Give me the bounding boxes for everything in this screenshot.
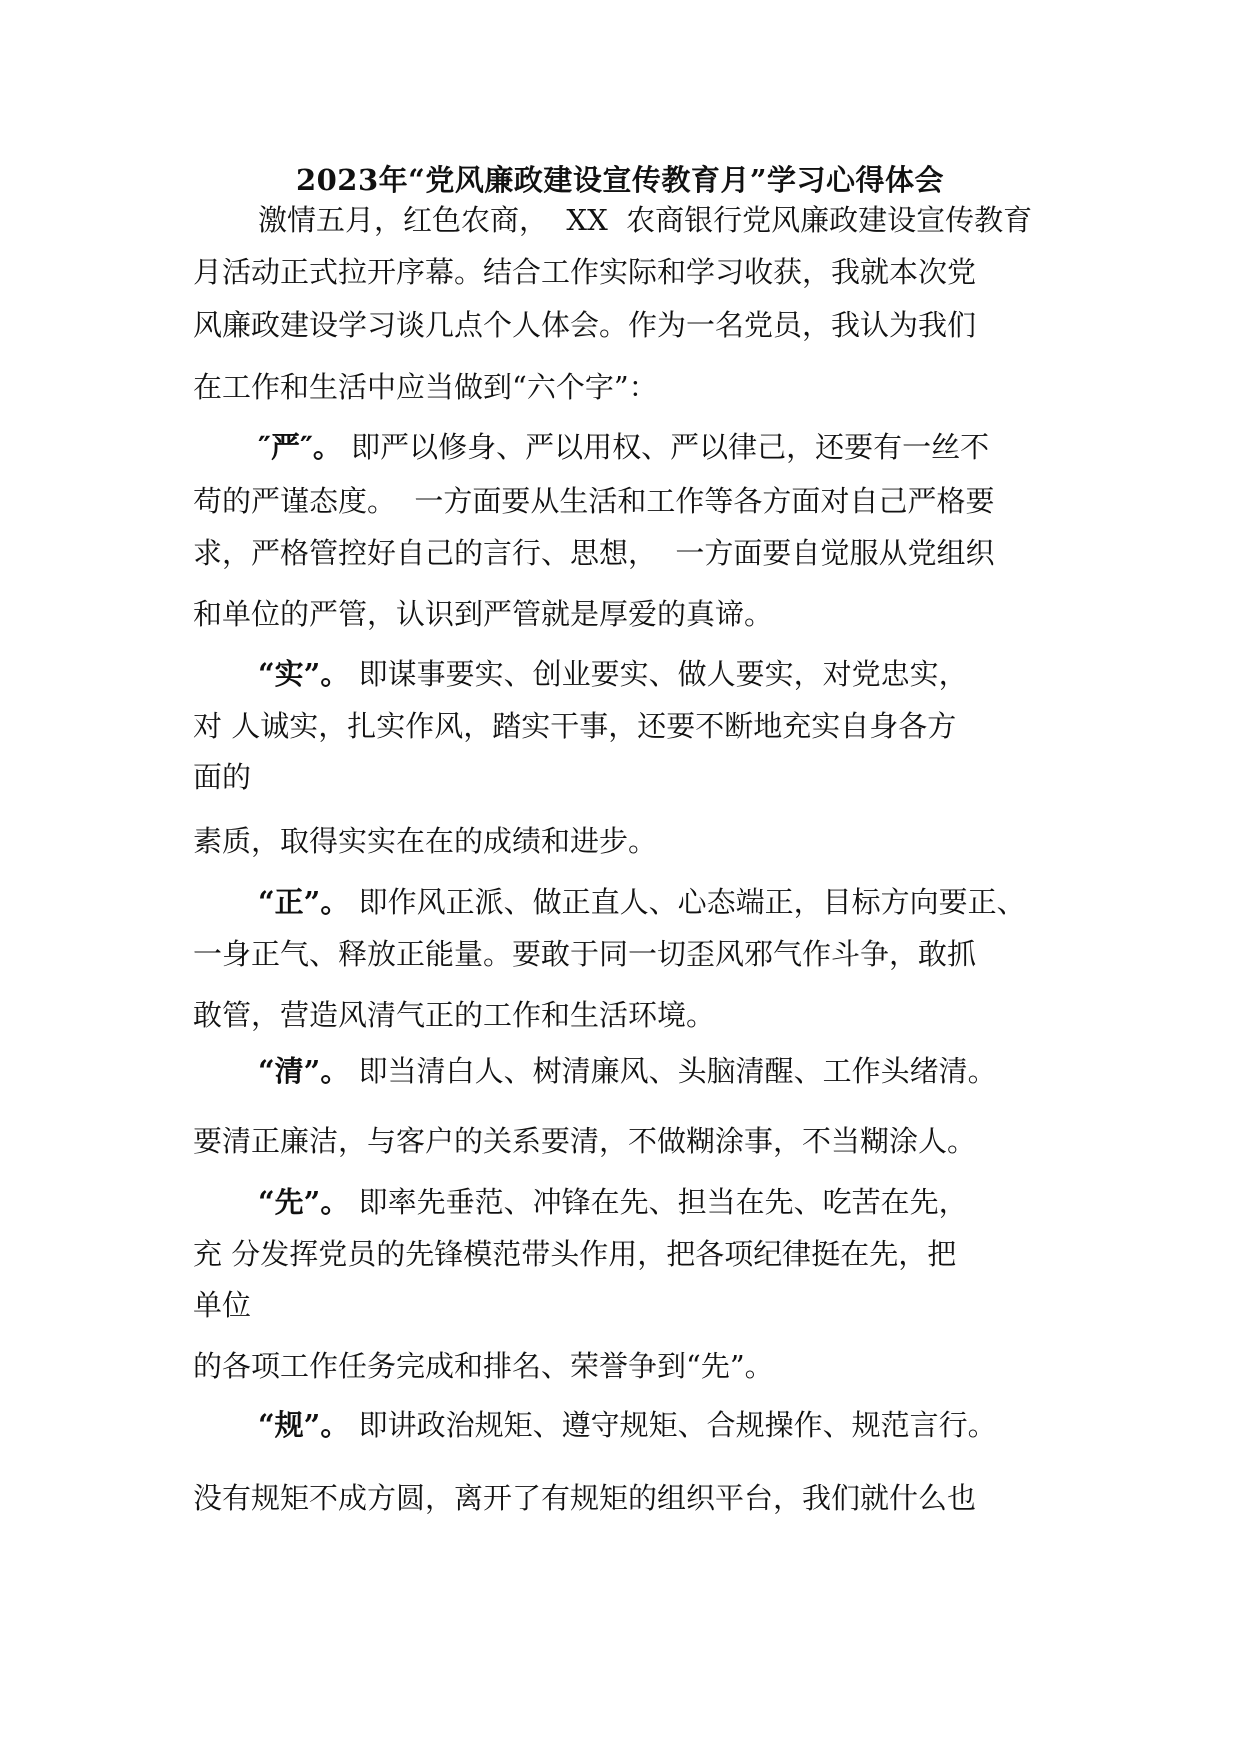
section-shi-first-line [258,654,968,694]
section-line: 单位 [193,1288,252,1322]
section-line: 素质，取得实实在在的成绩和进步。 [193,824,658,858]
section-gui-first-line [258,1405,997,1445]
section-keyword: “实”。 [258,657,350,691]
section-line: 苟的严谨态度。 一方面要从生活和工作等各方面对自己严格要 [193,484,995,518]
section-keyword: “正”。 [258,885,350,919]
section-keyword: “先”。 [258,1185,350,1219]
section-text: 即当清白人、树清廉风、头脑清醒、工作头绪清。 [349,1054,997,1088]
section-line: 面的 [193,760,252,794]
section-line: 的各项工作任务完成和排名、荣誉争到“先”。 [193,1349,774,1383]
section-xian-first-line [258,1182,968,1222]
intro-line-3: 风廉政建设学习谈几点个人体会。作为一名党员，我认为我们 [193,308,977,342]
section-line: 敢管，营造风清气正的工作和生活环境。 [193,998,716,1032]
intro-line-1: 激情五月，红色农商， XX 农商银行党风廉政建设宣传教育 [258,203,1033,237]
section-line: 和单位的严管，认识到严管就是厚爱的真谛。 [193,597,774,631]
section-line: 一身正气、释放正能量。要敢于同一切歪风邪气作斗争，敢抓 [193,937,977,971]
document-title: 2023年“党风廉政建设宣传教育月”学习心得体会 [295,163,945,197]
intro-line-4: 在工作和生活中应当做到“六个字”： [193,370,658,404]
section-line: 要清正廉洁，与客户的关系要清，不做糊涂事，不当糊涂人。 [193,1124,977,1158]
section-line: 求，严格管控好自己的言行、思想， 一方面要自觉服从党组织 [193,536,995,570]
section-qing-first-line [258,1051,997,1091]
section-text: 即严以修身、严以用权、严以律己，还要有一丝不 [341,430,990,464]
section-line: 对 人诚实，扎实作风，踏实干事，还要不断地充实自身各方 [193,709,957,743]
section-yan-first-line [258,427,989,467]
section-line: 充 分发挥党员的先锋模范带头作用，把各项纪律挺在先，把 [193,1237,957,1271]
section-text: 即讲政治规矩、遵守规矩、合规操作、规范言行。 [349,1408,997,1442]
section-keyword: “清”。 [258,1054,350,1088]
section-zheng-first-line [258,882,1026,922]
section-keyword: “规”。 [258,1408,350,1442]
section-keyword: ″严″。 [258,430,342,464]
section-text: 即率先垂范、冲锋在先、担当在先、吃苦在先， [349,1185,968,1219]
intro-line-2: 月活动正式拉开序幕。结合工作实际和学习收获，我就本次党 [193,255,977,289]
section-line: 没有规矩不成方圆，离开了有规矩的组织平台，我们就什么也 [193,1481,977,1515]
section-text: 即作风正派、做正直人、心态端正，目标方向要正、 [349,885,1026,919]
section-text: 即谋事要实、创业要实、做人要实，对党忠实， [349,657,968,691]
